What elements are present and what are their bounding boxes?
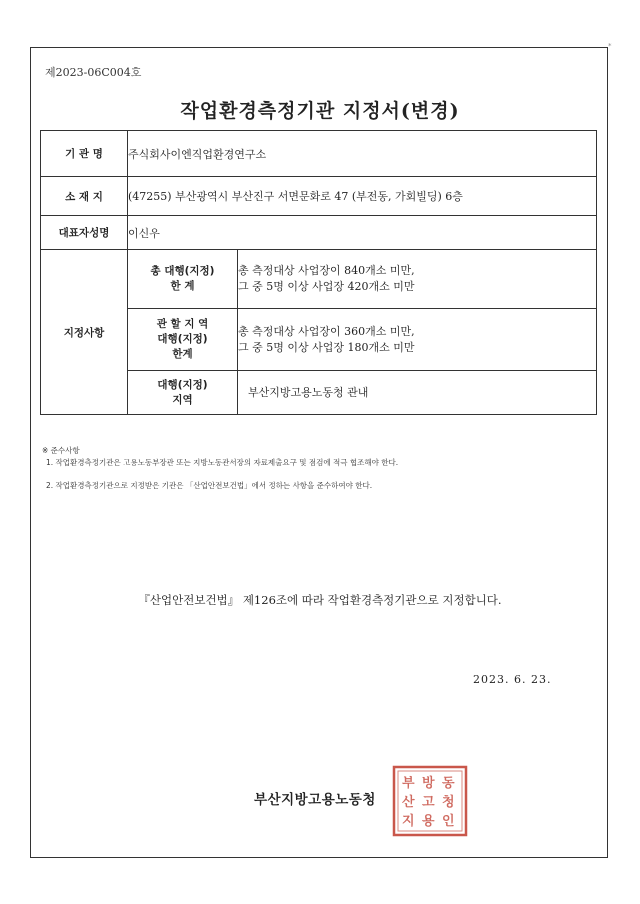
regional-limit-label-line3: 한계 xyxy=(172,348,193,360)
designation-statement: 『산업안전보건법』 제126조에 따라 작업환경측정기관으로 지정합니다. xyxy=(138,593,502,607)
official-seal xyxy=(392,765,468,837)
svg-text:인: 인 xyxy=(442,814,455,829)
designation-row xyxy=(41,250,597,309)
total-limit-label-line1: 총 대행(지정) xyxy=(150,265,215,277)
total-limit-label-line2: 한 계 xyxy=(170,280,195,292)
total-limit-value xyxy=(238,250,597,309)
address-label: 소 재 지 xyxy=(41,177,128,216)
corner-mark: * xyxy=(608,42,612,50)
regional-limit-line2: 그 중 5명 이상 사업장 180개소 미만 xyxy=(238,340,415,354)
svg-text:청: 청 xyxy=(442,795,455,810)
svg-text:방: 방 xyxy=(422,776,435,791)
region-label-line1: 대행(지정) xyxy=(157,378,208,391)
representative-label: 대표자성명 xyxy=(41,216,128,250)
region-label xyxy=(128,371,238,415)
org-row xyxy=(41,131,597,177)
org-value: 주식회사이엔직업환경연구소 xyxy=(128,131,597,177)
svg-text:동: 동 xyxy=(442,776,455,791)
representative-row xyxy=(41,216,597,250)
document-number: 제2023-06C004호 xyxy=(45,66,142,79)
issuer-name: 부산지방고용노동청 xyxy=(254,792,376,808)
issue-date: 2023. 6. 23. xyxy=(473,673,552,686)
org-label: 기 관 명 xyxy=(41,131,128,177)
regional-limit-label-line2: 대행(지정) xyxy=(157,333,208,345)
svg-text:부: 부 xyxy=(402,776,415,791)
svg-text:산: 산 xyxy=(402,795,415,810)
compliance-notes xyxy=(42,444,399,490)
address-row xyxy=(41,177,597,216)
representative-value: 이신우 xyxy=(128,216,597,250)
designation-label: 지정사항 xyxy=(41,250,128,415)
notes-heading: ※ 준수사항 xyxy=(42,446,80,455)
regional-limit-label-line1: 관 할 지 역 xyxy=(156,318,209,330)
info-table xyxy=(40,130,597,415)
total-limit-line1: 총 측정대상 사업장이 840개소 미만, xyxy=(238,264,415,277)
region-value: 부산지방고용노동청 관내 xyxy=(238,371,597,415)
svg-text:지: 지 xyxy=(402,814,415,829)
total-limit-line2: 그 중 5명 이상 사업장 420개소 미만 xyxy=(238,280,415,293)
regional-limit-label xyxy=(128,309,238,371)
note-item-1: 1. 작업환경측정기관은 고용노동부장관 또는 지방노동관서장의 자료제출요구 및 점검에 적극 협조해야 한다. xyxy=(46,458,399,467)
regional-limit-line1: 총 측정대상 사업장이 360개소 미만, xyxy=(238,324,415,338)
regional-limit-value xyxy=(238,309,597,371)
svg-text:고: 고 xyxy=(422,795,435,810)
note-item-2: 2. 작업환경측정기관으로 지정받은 기관은 「산업안전보건법」에서 정하는 사항을 준수하여야 한다. xyxy=(46,481,373,490)
address-value: (47255) 부산광역시 부산진구 서면문화로 47 (부전동, 가회빌딩) 6층 xyxy=(128,177,597,216)
svg-text:용: 용 xyxy=(422,814,435,829)
total-limit-label xyxy=(128,250,238,309)
document-title: 작업환경측정기관 지정서(변경) xyxy=(180,100,460,122)
region-label-line2: 지역 xyxy=(172,393,193,406)
